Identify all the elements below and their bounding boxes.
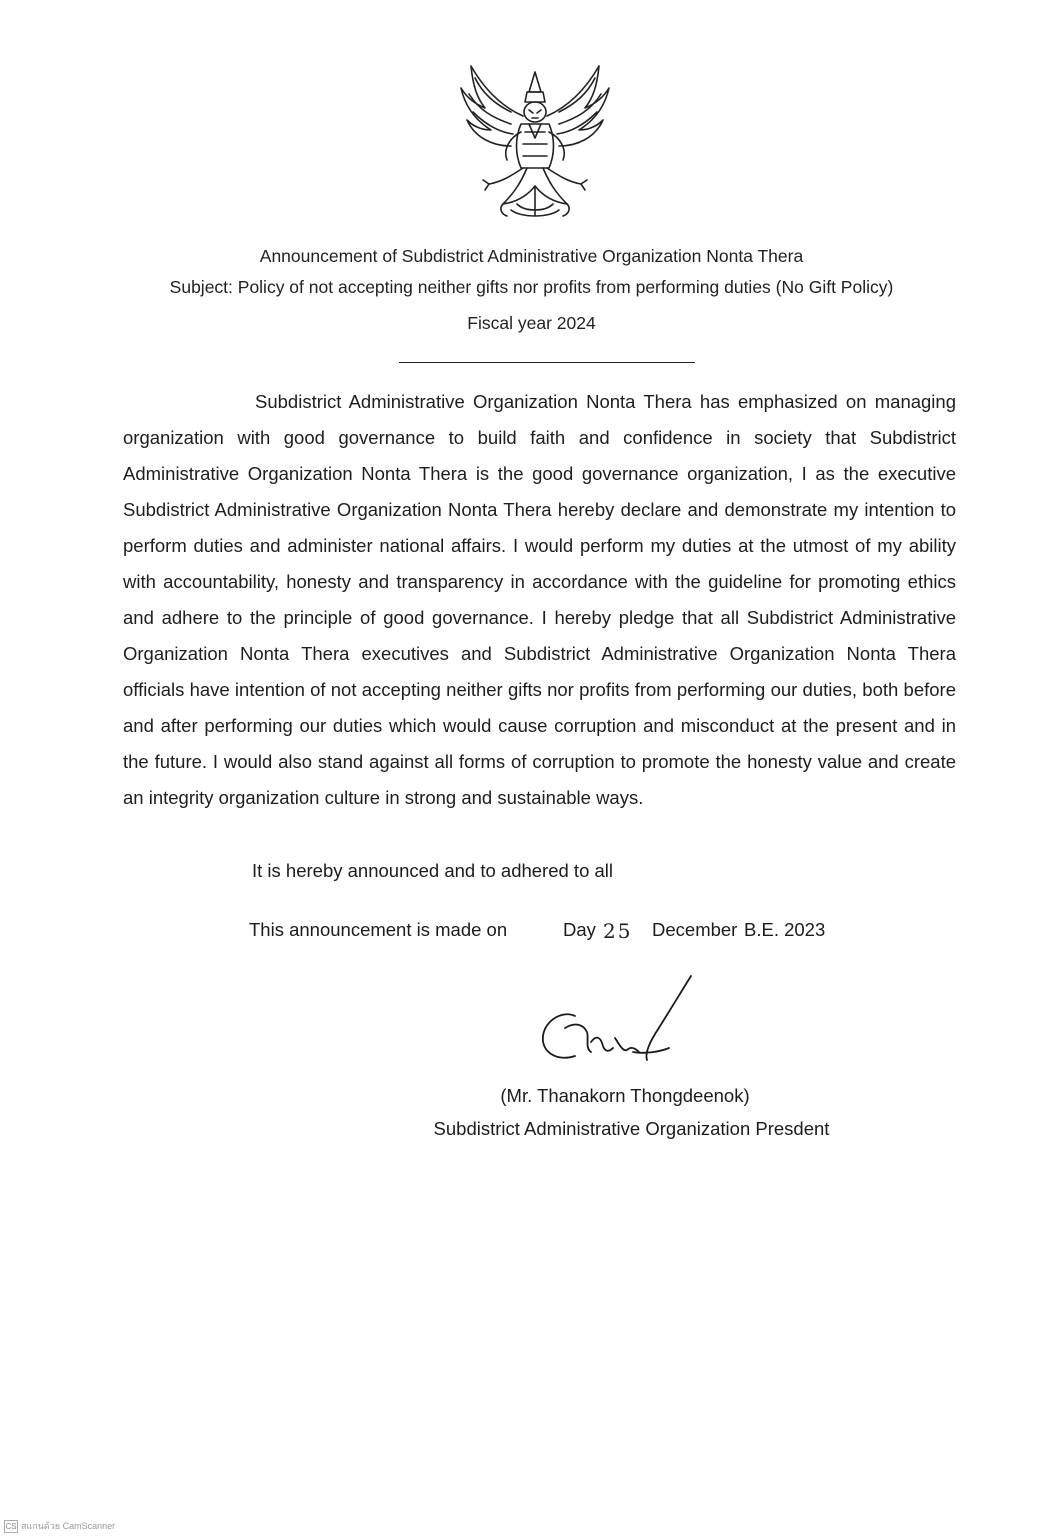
signer-title: Subdistrict Administrative Organization Presdent [433, 1118, 830, 1139]
day-number: 25 [603, 919, 633, 943]
date-prefix: This announcement is made on [249, 919, 508, 940]
handwritten-signature [535, 972, 705, 1072]
announcement-date [249, 919, 826, 943]
day-label: Day [563, 919, 596, 940]
announcement-body: Subdistrict Administrative Organization Nonta Thera has emphasized on managing organization with good governance to build faith and confidence in society that Subdistrict Administrative Organization Nonta Thera is the good governance organization, I as the executive Subdistrict Administrative Organization Nonta Thera hereby declare and demonstrate my intention to perform duties and administer national affairs. I would perform my duties at the utmost of my ability with accountability, honesty and transparency in accordance with the guideline for promoting ethics and adhere to the principle of good governance. I hereby pledge that all Subdistrict Administrative Organization Nonta Thera executives and Subdistrict Administrative Organization Nonta Thera officials have intention of not accepting neither gifts nor profits from performing our duties, both before and after performing our duties which would cause corruption and misconduct at the present and in the future. I would also stand against all forms of corruption to promote the honesty value and create an integrity organization culture in strong and sustainable ways. [123, 391, 956, 808]
date-month: December [652, 919, 738, 940]
closing-statement: It is hereby announced and to adhered to all [252, 860, 614, 881]
fiscal-year: Fiscal year 2024 [467, 313, 596, 333]
announcement-subject: Subject: Policy of not accepting neither gifts nor profits from performing duties (No Gift Policy) [169, 277, 894, 297]
scanner-watermark [4, 1519, 115, 1533]
signer-name: (Mr. Thanakorn Thongdeenok) [500, 1085, 750, 1106]
announcement-title: Announcement of Subdistrict Administrative Organization Nonta Thera [259, 246, 804, 266]
watermark-text: สแกนด้วย CamScanner [21, 1521, 116, 1531]
title-divider [399, 362, 695, 363]
date-year: B.E. 2023 [744, 919, 826, 940]
camscanner-icon: CS [5, 1521, 17, 1531]
garuda-emblem [455, 58, 615, 224]
